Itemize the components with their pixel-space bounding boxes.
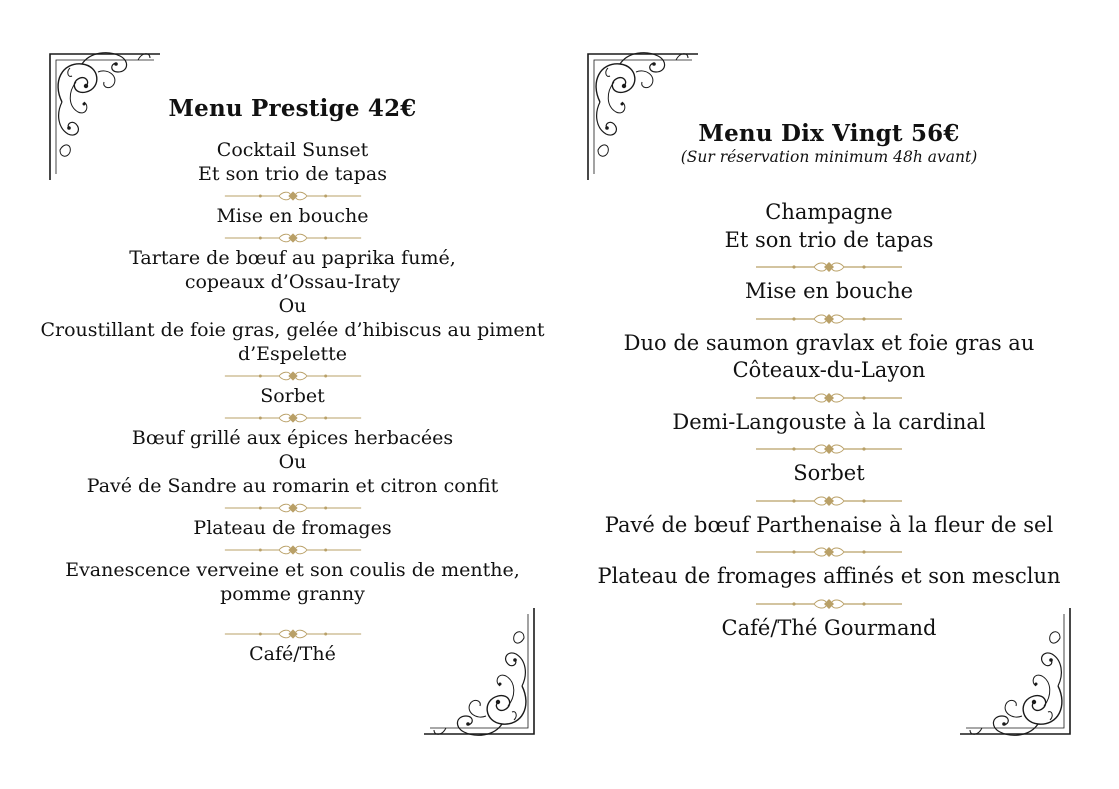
course-line: copeaux d’Ossau-Iraty xyxy=(184,271,401,293)
course-line: Plateau de fromages xyxy=(193,517,392,539)
gold-divider-icon xyxy=(754,546,904,558)
menu-title: Menu Dix Vingt 56€ xyxy=(698,120,960,147)
course-line: Bœuf grillé aux épices herbacées xyxy=(131,427,454,449)
course-line: Croustillant de foie gras, gelée d’hibiscus au piment xyxy=(40,319,545,341)
menu-course xyxy=(570,460,1088,488)
gold-divider-icon xyxy=(223,190,363,202)
menu-course xyxy=(30,558,555,606)
gold-divider-icon xyxy=(223,628,363,640)
gold-divider-icon xyxy=(754,443,904,455)
course-line: Duo de saumon gravlax et foie gras au xyxy=(623,330,1035,355)
course-line: Tartare de bœuf au paprika fumé, xyxy=(129,247,456,269)
course-line: Mise en bouche xyxy=(216,205,369,227)
menu-dix-vingt xyxy=(570,120,1088,642)
course-line: Café/Thé Gourmand xyxy=(721,615,937,640)
gold-divider-icon xyxy=(223,232,363,244)
course-line: Et son trio de tapas xyxy=(198,163,387,185)
menu-course xyxy=(30,384,555,408)
gold-divider-icon xyxy=(754,313,904,325)
menu-course xyxy=(30,138,555,186)
gold-divider-icon xyxy=(754,392,904,404)
course-line: Pavé de Sandre au romarin et citron confit xyxy=(86,475,499,497)
gold-divider-icon xyxy=(223,544,363,556)
course-line: Pavé de bœuf Parthenaise à la fleur de sel xyxy=(604,512,1054,537)
course-line: d’Espelette xyxy=(237,343,348,365)
menu-title: Menu Prestige 42€ xyxy=(168,95,417,122)
menu-course xyxy=(30,246,555,366)
menu-course xyxy=(570,512,1088,540)
menu-course xyxy=(570,330,1088,385)
gold-divider-icon xyxy=(754,598,904,610)
course-line: Sorbet xyxy=(260,385,325,407)
gold-divider-icon xyxy=(223,502,363,514)
menu-course xyxy=(30,642,555,666)
course-line: Mise en bouche xyxy=(744,279,914,303)
course-line: Côteaux-du-Layon xyxy=(732,358,926,382)
course-line: Ou xyxy=(278,451,307,473)
menu-course xyxy=(570,409,1088,437)
gold-divider-icon xyxy=(754,261,904,273)
course-line: pomme granny xyxy=(220,583,365,605)
menu-course xyxy=(570,615,1088,643)
menu-course xyxy=(30,516,555,540)
menu-subtitle: (Sur réservation minimum 48h avant) xyxy=(680,148,978,166)
gold-divider-icon xyxy=(223,370,363,382)
menu-course xyxy=(570,278,1088,306)
gold-divider-icon xyxy=(754,495,904,507)
course-line: Ou xyxy=(278,295,307,317)
course-line: Sorbet xyxy=(793,461,865,485)
course-line: Cocktail Sunset xyxy=(216,139,369,161)
course-line: Champagne xyxy=(765,200,893,224)
course-line: Plateau de fromages affinés et son mesclun xyxy=(597,564,1061,588)
course-line: Café/Thé xyxy=(249,643,336,665)
course-line: Demi-Langouste à la cardinal xyxy=(672,409,986,434)
menu-course xyxy=(30,426,555,498)
course-line: Evanescence verveine et son coulis de menthe, xyxy=(65,559,520,581)
gold-divider-icon xyxy=(223,412,363,424)
menu-prestige xyxy=(30,95,555,666)
menu-course xyxy=(570,563,1088,591)
course-line: Et son trio de tapas xyxy=(724,227,934,252)
menu-course xyxy=(570,199,1088,254)
menu-course xyxy=(30,204,555,228)
